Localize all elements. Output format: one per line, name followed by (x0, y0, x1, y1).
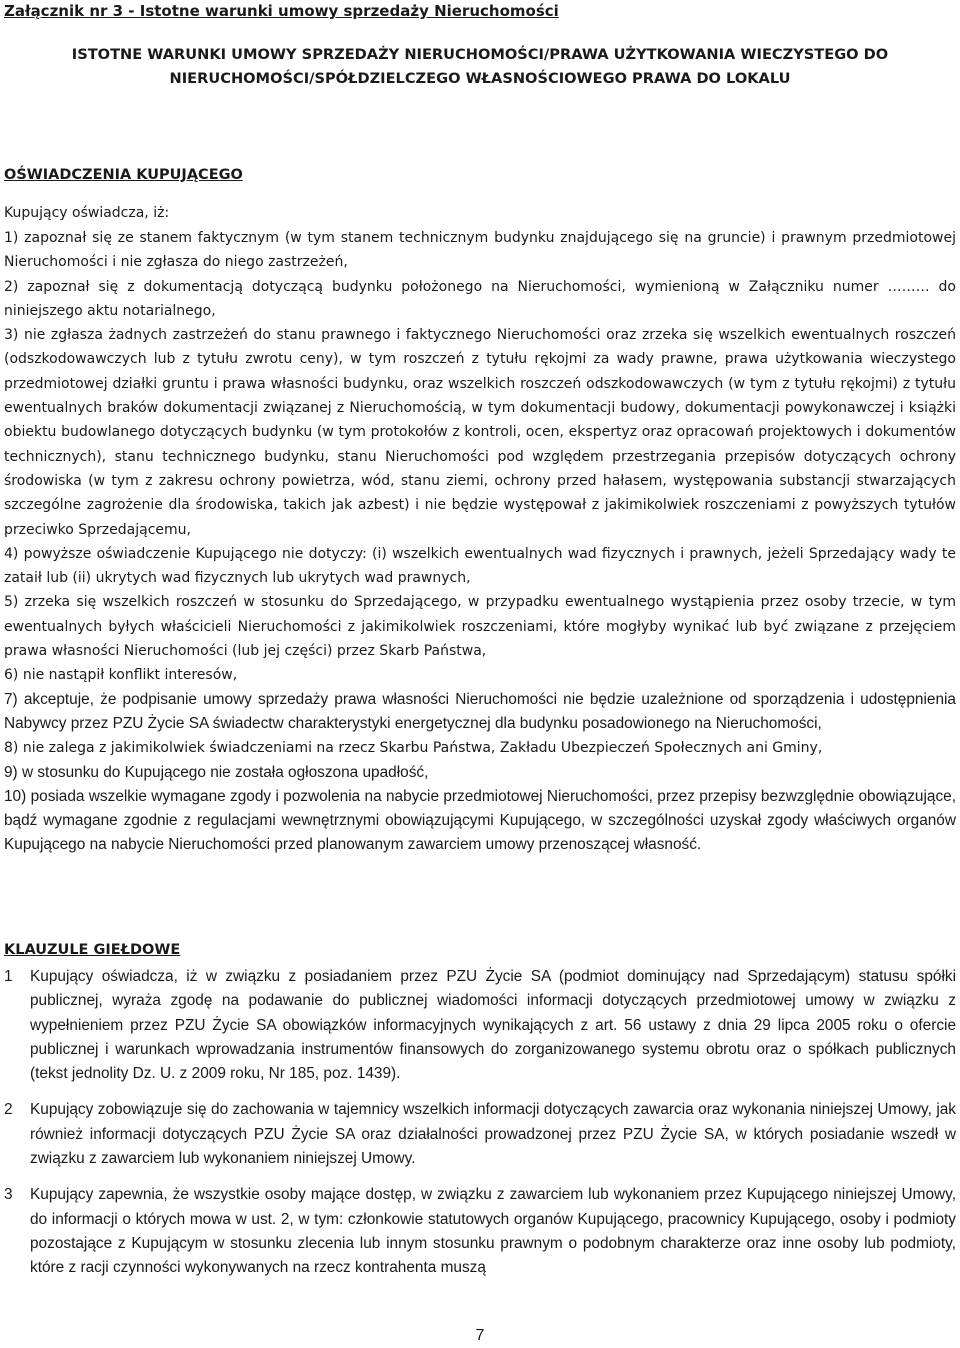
page-number: 7 (475, 1327, 485, 1344)
main-title-line-1: ISTOTNE WARUNKI UMOWY SPRZEDAŻY NIERUCHOMOŚCI/PRAWA UŻYTKOWANIA WIECZYSTEGO DO (71, 46, 889, 63)
stock-clauses-list (4, 965, 956, 1293)
section-heading-stock-clauses: KLAUZULE GIEŁDOWE (4, 942, 181, 958)
section-heading-buyer-statements: OŚWIADCZENIA KUPUJĄCEGO (4, 167, 243, 183)
statement-2: 2) zapoznał się z dokumentacją dotyczącą budynku położonego na Nieruchomości, wymienioną w Załączniku numer ……… do niniejszego aktu notarialnego, (4, 278, 956, 319)
clause-text: Kupujący oświadcza, iż w związku z posiadaniem przez PZU Życie SA (podmiot dominujący nad Sprzedającym) statusu spółki publicznej, wyraża zgodę na podawanie do publicznej wiadomości informacji dotyczących przedmiotowej umowy w związku z wypełnieniem przez PZU Życie SA obowiązków informacyjnych wynikających z art. 56 ustawy z dnia 29 lipca 2005 roku o ofercie publicznej i warunkach wprowadzania instrumentów finansowych do zorganizowanego systemu obrotu oraz o spółkach publicznych (tekst jednolity Dz. U. z 2009 roku, Nr 185, poz. 1439). (30, 968, 956, 1083)
statement-1: 1) zapoznał się ze stanem faktycznym (w tym stanem technicznym budynku znajdującego się na gruncie) i prawnym przedmiotowej Nieruchomości i nie zgłasza do niego zastrzeżeń, (4, 230, 956, 271)
statement-10: 10) posiada wszelkie wymagane zgody i pozwolenia na nabycie przedmiotowej Nieruchomości, przez przepisy bezwzględnie obowiązujące, bądź wymagane zgodnie z regulacjami wewnętrznymi obowiązującymi Kupującego, w szczególności uzyskał zgody właściwych organów Kupującego na nabycie Nieruchomości przed planowanym zawarciem umowy przenoszącej własność. (4, 787, 956, 854)
annex-header: Załącznik nr 3 - Istotne warunki umowy sprzedaży Nieruchomości (4, 2, 559, 20)
statement-7: 7) akceptuje, że podpisanie umowy sprzedaży prawa własności Nieruchomości nie będzie uzależnione od sporządzenia i udostępnienia Nabywcy przez PZU Życie SA świadectw charakterystyki energetycznej dla budynku posadowionego na Nieruchomości, (4, 690, 956, 732)
clause-number: 2 (4, 1101, 13, 1119)
clause-number: 1 (4, 968, 13, 985)
buyer-statements-list (4, 226, 956, 858)
statement-8: 8) nie zalega z jakimikolwiek świadczeniami na rzecz Skarbu Państwa, Zakładu Ubezpieczeń Społecznych ani Gminy, (4, 740, 823, 757)
main-title-line-2: NIERUCHOMOŚCI/SPÓŁDZIELCZEGO WŁASNOŚCIOWEGO PRAWA DO LOKALU (169, 70, 791, 87)
clause-item (4, 1098, 956, 1171)
statement-4: 4) powyższe oświadczenie Kupującego nie dotyczy: (i) wszelkich ewentualnych wad fizycznych i prawnych, jeżeli Sprzedający wady te zataił lub (ii) ukrytych wad fizycznych lub ukrytych wad prawnych, (4, 545, 956, 587)
statement-9: 9) w stosunku do Kupującego nie została ogłoszona upadłość, (4, 763, 429, 781)
clause-item (4, 1183, 956, 1280)
clause-text: Kupujący zobowiązuje się do zachowania w tajemnicy wszelkich informacji dotyczących zawarcia oraz wykonania niniejszej Umowy, jak również informacji dotyczących PZU Życie SA oraz działalności prowadzonej przez PZU Życie SA, w których posiadanie wszedł w związku z zawarciem lub wykonaniem niniejszej Umowy. (30, 1101, 956, 1168)
statement-3: 3) nie zgłasza żadnych zastrzeżeń do stanu prawnego i faktycznego Nieruchomości oraz zrzeka się wszelkich ewentualnych roszczeń (odszkodowawczych lub z tytułu zwrotu ceny), w tym roszczeń z tytułu rękojmi za wady prawne, prawa użytkowania wieczystego przedmiotowej działki gruntu i prawa własności budynku, oraz wszelkich roszczeń odszkodowawczych (w tym z tytułu rękojmi) z tytułu ewentualnych braków dokumentacji związanej z Nieruchomością, w tym dokumentacji budowy, dokumentacji powykonawczej i książki obiektu budowlanego dotyczących budynku (w tym protokołów z kontroli, ocen, ekspertyz oraz opracowań projektowych i dokumentów technicznych), stanu technicznego budynku, stanu Nieruchomości pod względem przestrzegania przepisów dotyczących ochrony środowiska (w tym z zakresu ochrony powietrza, wód, stanu ziemi, ochrony przed hałasem, występowania substancji stwarzających szczególne zagrożenie dla środowiska, takich jak azbest) i nie będzie występował z jakimikolwiek roszczeniami z powyższych tytułów przeciwko Sprzedającemu, (4, 327, 956, 538)
clause-number: 3 (4, 1186, 13, 1204)
statement-5: 5) zrzeka się wszelkich roszczeń w stosunku do Sprzedającego, w przypadku ewentualnego wystąpienia przez osoby trzecie, w tym ewentualnych byłych właścicieli Nieruchomości z jakimikolwiek roszczeniami, które mogłyby wynikać lub być związane z przejęciem prawa własności Nieruchomości (lub jej części) przez Skarb Państwa, (4, 594, 956, 660)
clause-text: Kupujący zapewnia, że wszystkie osoby mające dostęp, w związku z zawarciem lub wykonaniem przez Kupującego niniejszej Umowy, do informacji o których mowa w ust. 2, w tym: członkowie statutowych organów Kupującego, pracownicy Kupującego, osoby i podmioty pozostające z Kupującym w stosunku zlecenia lub innym stosunku prawnym o podobnym charakterze oraz inne osoby lub podmioty, które z racji czynności wykonywanych na rzecz kontrahenta muszą (30, 1186, 956, 1277)
intro-text: Kupujący oświadcza, iż: (4, 205, 170, 221)
clause-item (4, 965, 956, 1086)
statement-6: 6) nie nastąpił konflikt interesów, (4, 667, 238, 684)
